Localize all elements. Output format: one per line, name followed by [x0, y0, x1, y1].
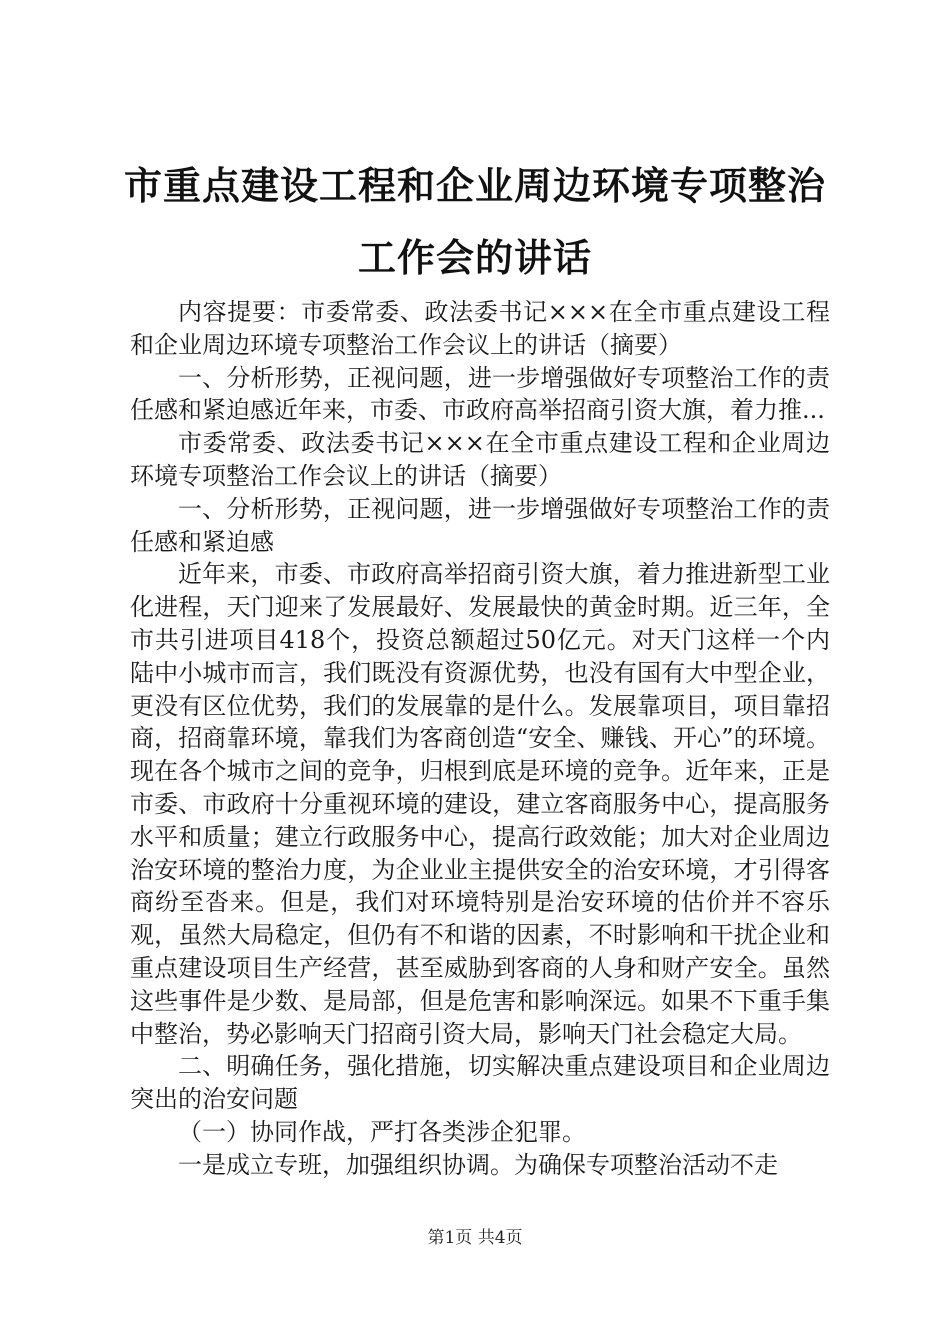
paragraph-section-one-body: 近年来，市委、市政府高举招商引资大旗，着力推进新型工业化进程，天门迎来了发展最好、发展最快的黄金时期。近三年，全市共引进项目418个，投资总额超过50亿元。对天门这样一个内陆中小城市而言，我们既没有资源优势，也没有国有大中型企业，更没有区位优势，我们的发展靠的是什么。发展靠项目，项目靠招商，招商靠环境，靠我们为客商创造“安全、赚钱、开心”的环境。现在各个城市之间的竞争，归根到底是环境的竞争。近年来，正是市委、市政府十分重视环境的建设，建立客商服务中心，提高服务水平和质量；建立行政服务中心，提高行政效能；加大对企业周边治安环境的整治力度，为企业业主提供安全的治安环境，才引得客商纷至沓来。但是，我们对环境特别是治安环境的估价并不容乐观，虽然大局稳定，但仍有不和谐的因素，不时影响和干扰企业和重点建设项目生产经营，甚至威胁到客商的人身和财产安全。虽然这些事件是少数、是局部，但是危害和影响深远。如果不下重手集中整治，势必影响天门招商引资大局，影响天门社会稳定大局。 [130, 560, 830, 1048]
paragraph-summary: 内容提要：市委常委、政法委书记×××在全市重点建设工程和企业周边环境专项整治工作会议上的讲话（摘要） [130, 298, 830, 359]
paragraph-subsection-heading: （一）协同作战，严打各类涉企犯罪。 [178, 1117, 586, 1146]
page-number-footer: 第1页 共4页 [427, 1228, 523, 1248]
paragraph-subsection-body: 一是成立专班，加强组织协调。为确保专项整治活动不走 [178, 1150, 778, 1179]
document-body [130, 296, 830, 1182]
paragraph-speech-heading: 市委常委、政法委书记×××在全市重点建设工程和企业周边环境专项整治工作会议上的讲话（摘要） [130, 429, 830, 490]
paragraph-section-one-heading: 一、分析形势，正视问题，进一步增强做好专项整治工作的责任感和紧迫感 [130, 494, 830, 556]
document-title: 市重点建设工程和企业周边环境专项整治工作会的讲话 [123, 163, 826, 280]
paragraph-section-two-heading: 二、明确任务，强化措施，切实解决重点建设项目和企业周边突出的治安问题 [130, 1052, 830, 1114]
paragraph-summary-section: 一、分析形势，正视问题，进一步增强做好专项整治工作的责任感和紧迫感近年来，市委、市政府高举招商引资大旗，着力推... [130, 363, 830, 425]
